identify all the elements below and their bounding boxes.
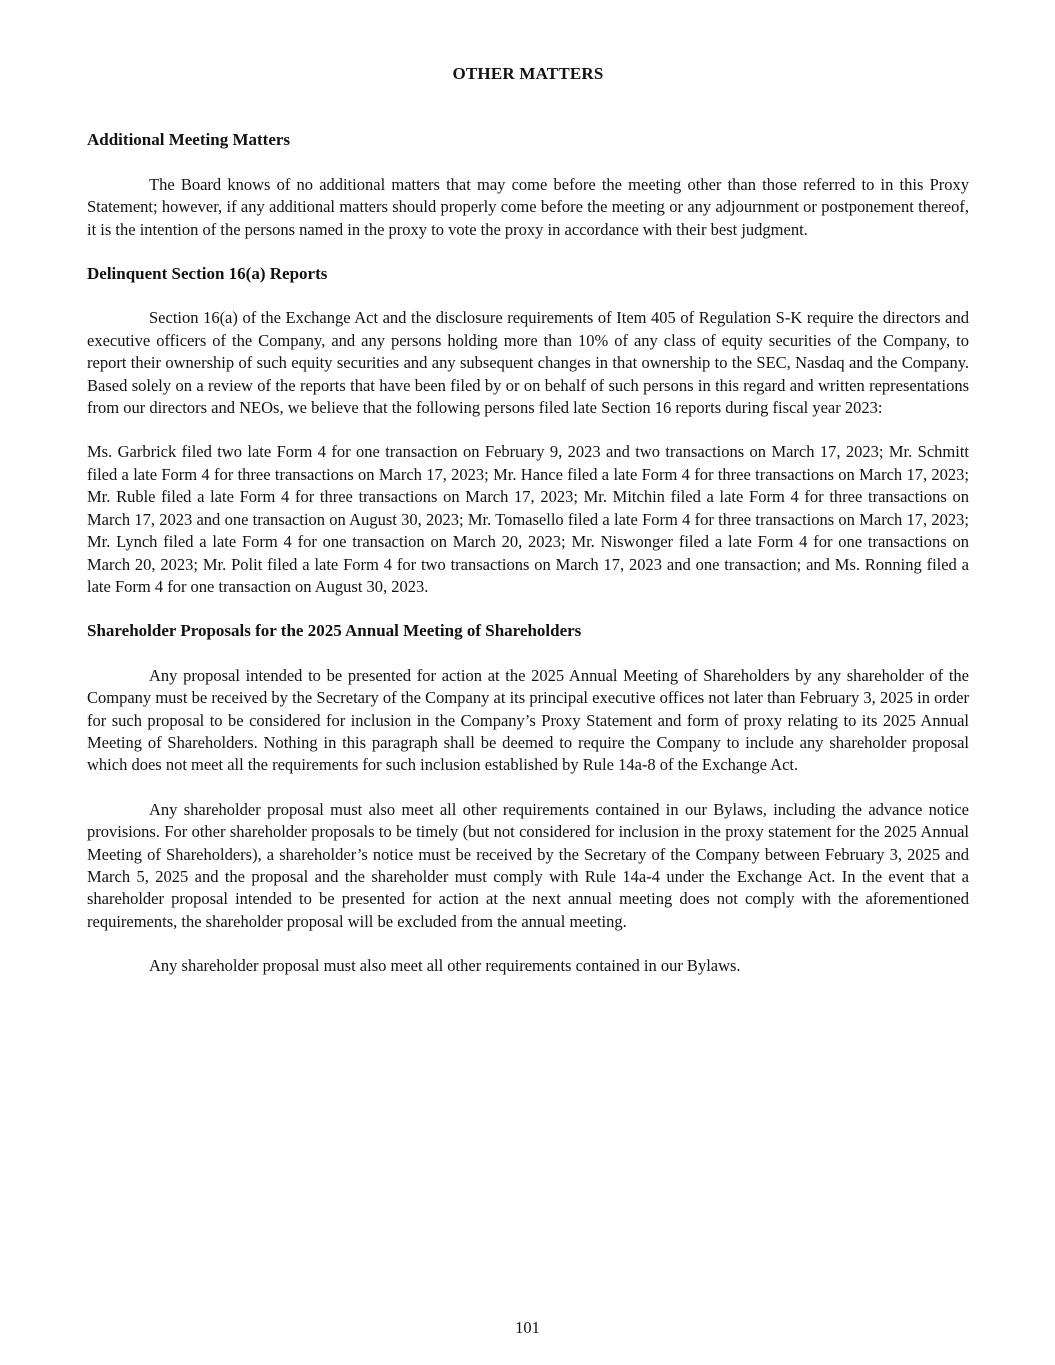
paragraph-bylaws-advance-notice-rule-14a-4: Any shareholder proposal must also meet all other requirements contained in our Bylaws, including the advance notice provisions. For other shareholder proposals to be timely (but not considered for inclusion in the proxy statement for the 2025 Annual Meeting of Shareholders), a shareholder’s notice must be received by the Secretary of the Company between February 3, 2025 and March 5, 2025 and the proposal and the shareholder must comply with Rule 14a-4 under the Exchange Act. In the event that a shareholder proposal intended to be presented for action at the next annual meeting does not comply with the aforementioned requirements, the shareholder proposal will be excluded from the annual meeting. [87, 799, 969, 931]
document-title: OTHER MATTERS [452, 64, 604, 83]
section-heading-delinquent-section-16a-reports: Delinquent Section 16(a) Reports [87, 264, 328, 284]
page-number: 101 [515, 1317, 540, 1337]
paragraph-section-16a-requirements: Section 16(a) of the Exchange Act and the disclosure requirements of Item 405 of Regulation S-K require the directors and executive officers of the Company, and any persons holding more than 10% of any class of equity securities of the Company, to report their ownership of such equity securities and any subsequent changes in that ownership to the SEC, Nasdaq and the Company. Based solely on a review of the reports that have been filed by or on behalf of such persons in this regard and written representations from our directors and NEOs, we believe that the following persons filed late Section 16 reports during fiscal year 2023: [87, 308, 969, 418]
paragraph-proposal-inclusion-rule-14a-8: Any proposal intended to be presented for action at the 2025 Annual Meeting of Shareholders by any shareholder of the Company must be received by the Secretary of the Company at its principal executive offices not later than February 3, 2025 in order for such proposal to be considered for inclusion in the Company’s Proxy Statement and form of proxy relating to its 2025 Annual Meeting of Shareholders. Nothing in this paragraph shall be deemed to require the Company to include any shareholder proposal which does not meet all the requirements for such inclusion established by Rule 14a-8 of the Exchange Act. [87, 665, 969, 775]
paragraph-late-form-4-filings: Ms. Garbrick filed two late Form 4 for one transaction on February 9, 2023 and two transactions on March 17, 2023; Mr. Schmitt filed a late Form 4 for three transactions on March 17, 2023; Mr. Hance filed a late Form 4 for three transactions on March 17, 2023; Mr. Ruble filed a late Form 4 for three transactions on March 17, 2023; Mr. Mitchin filed a late Form 4 for three transactions on March 17, 2023 and one transaction on August 30, 2023; Mr. Tomasello filed a late Form 4 for three transactions on March 17, 2023; Mr. Lynch filed a late Form 4 for one transaction on March 20, 2023; Mr. Niswonger filed a late Form 4 for one transactions on March 20, 2023; Mr. Polit filed a late Form 4 for two transactions on March 17, 2023 and one transaction; and Ms. Ronning filed a late Form 4 for one transaction on August 30, 2023. [87, 442, 969, 596]
section-heading-additional-meeting-matters: Additional Meeting Matters [87, 130, 291, 150]
paragraph-bylaws-other-requirements: Any shareholder proposal must also meet all other requirements contained in our Bylaws. [149, 956, 741, 976]
section-heading-shareholder-proposals-2025: Shareholder Proposals for the 2025 Annual Meeting of Shareholders [87, 621, 582, 641]
paragraph-board-no-additional-matters: The Board knows of no additional matters that may come before the meeting other than those referred to in this Proxy Statement; however, if any additional matters should properly come before the meeting or any adjournment or postponement thereof, it is the intention of the persons named in the proxy to vote the proxy in accordance with their best judgment. [87, 174, 969, 239]
